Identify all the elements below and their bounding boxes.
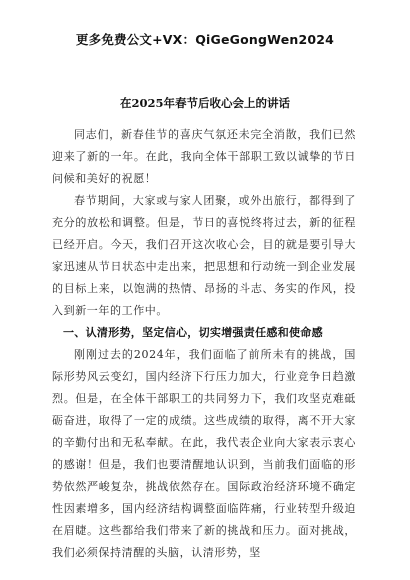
section-heading-1: 一、认清形势，坚定信心，切实增强责任感和使命感 xyxy=(63,326,323,339)
document-body xyxy=(52,124,356,564)
promo-banner: 更多免费公文+VX：QiGeGongWen2024 xyxy=(75,32,335,47)
paragraph-intro: 春节期间，大家或与家人团聚，或外出旅行，都得到了充分的放松和调整。但是，节日的喜悦终将过去，新的征程已经开启。今天，我们召开这次收心会，目的就是要引导大家迅速从节日状态中走出来，把思想和行动统一到企业发展的目标上来，以饱满的热情、昂扬的斗志、务实的作风，投入到新一年的工作中。 xyxy=(52,194,356,317)
paragraph-section-1: 刚刚过去的2024年，我们面临了前所未有的挑战，国际形势风云变幻，国内经济下行压力加大，行业竞争日趋激烈。但是，在全体干部职工的共同努力下，我们攻坚克难砥砺奋进，取得了一定的成绩。这些成绩的取得，离不开大家的辛勤付出和无私奉献。在此，我代表企业向大家表示衷心的感谢！但是，我们也要清醒地认识到，当前我们面临的形势依然严峻复杂，挑战依然存在。国际政治经济环境不确定性因素增多，国内经济结构调整面临阵痛，行业转型升级迫在眉睫。这些都给我们带来了新的挑战和压力。面对挑战，我们必须保持清醒的头脑，认清形势，坚 xyxy=(52,348,356,559)
paragraph-greeting: 同志们，新春佳节的喜庆气氛还未完全消散，我们已然迎来了新的一年。在此，我向全体干部职工致以诚挚的节日问候和美好的祝愿！ xyxy=(52,128,356,185)
document-title: 在2025年春节后收心会上的讲话 xyxy=(119,96,290,110)
